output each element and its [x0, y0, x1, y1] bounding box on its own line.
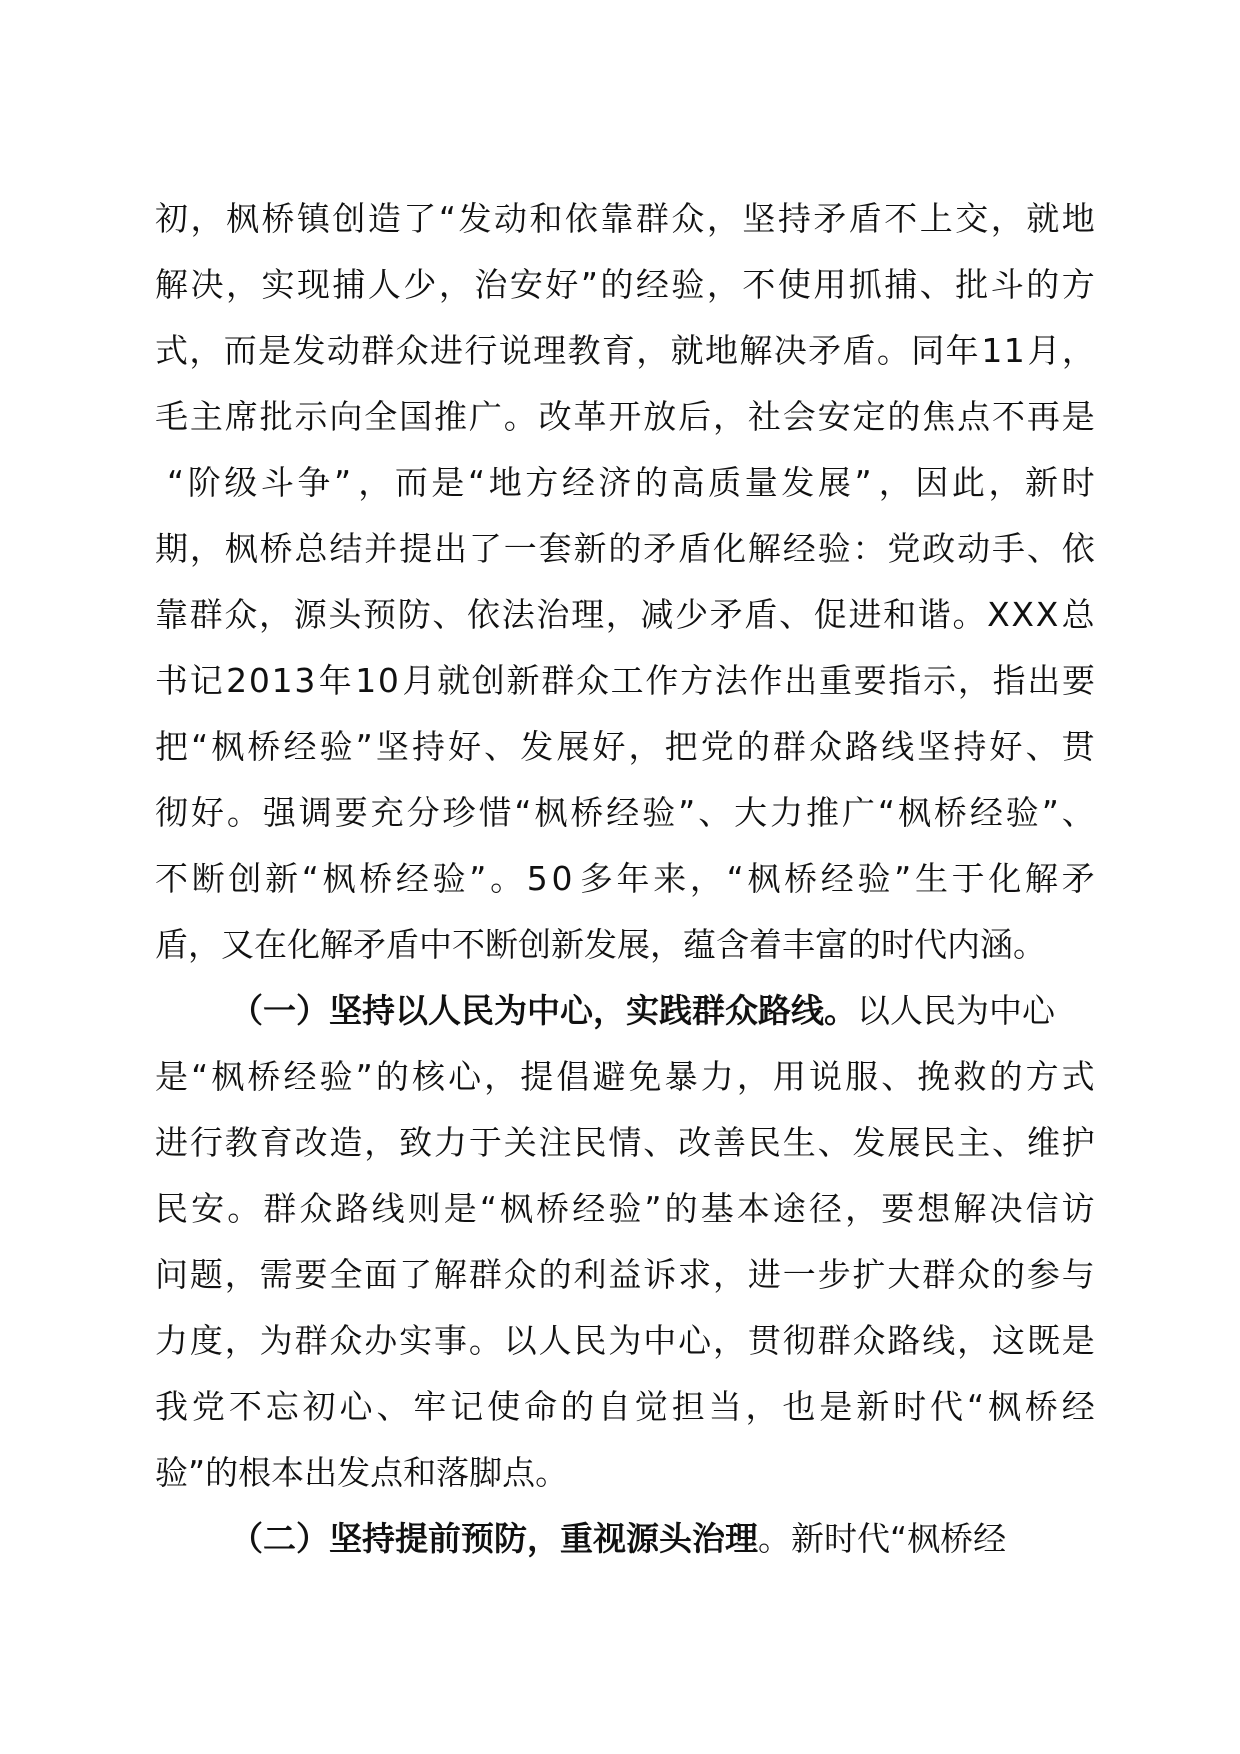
- section-2-first-line: （二）坚持提前预防，重视源头治理 。新时代“枫桥经: [155, 1506, 1095, 1572]
- text-line: 书 记 2 0 1 3 年 1 0 月 就 创 新 群 众 工 作 方 法 作 出 重 要 指 示 ， 指 出 要: [155, 661, 1095, 700]
- section-1-first-line: （一）坚持以人民为中心，实践群众路线。 以人民为中心: [155, 978, 1095, 1044]
- text-line: 靠 群 众 ， 源 头 预 防 、 依 法 治 理 ， 减 少 矛 盾 、 促 进 和 谐 。 X X X 总: [155, 595, 1095, 634]
- text-line: 验”的根本出发点和落脚点。: [155, 1453, 569, 1492]
- text-line: “ 阶 级 斗 争 ” ， 而 是 “ 地 方 经 济 的 高 质 量 发 展 ” ， 因 此 ， 新 时: [167, 463, 1095, 502]
- section-2-heading: （二）坚持提前预防，重视源头治理: [230, 1519, 758, 1558]
- text-line: 不 断 创 新 “ 枫 桥 经 验 ” 。 5 0 多 年 来 ， “ 枫 桥 经 验 ” 生 于 化 解 矛: [155, 859, 1095, 898]
- text-line: 毛 主 席 批 示 向 全 国 推 广 。 改 革 开 放 后 ， 社 会 安 定 的 焦 点 不 再 是: [155, 397, 1095, 436]
- text-line: 盾，又在化解矛盾中不断创新发展，蕴含着丰富的时代内涵。: [155, 925, 1046, 964]
- section-1-heading: （一）坚持以人民为中心，实践群众路线。: [230, 991, 857, 1030]
- text-line: 进 行 教 育 改 造 ， 致 力 于 关 注 民 情 、 改 善 民 生 、 发 展 民 主 、 维 护: [155, 1123, 1095, 1162]
- text-line: 彻 好 。 强 调 要 充 分 珍 惜 “ 枫 桥 经 验 ” 、 大 力 推 广 “ 枫 桥 经 验 ” 、: [155, 793, 1095, 832]
- text-line: 式 ， 而 是 发 动 群 众 进 行 说 理 教 育 ， 就 地 解 决 矛 盾 。 同 年 1 1 月 ，: [155, 331, 1095, 370]
- text-line: 问 题 ， 需 要 全 面 了 解 群 众 的 利 益 诉 求 ， 进 一 步 扩 大 群 众 的 参 与: [155, 1255, 1095, 1294]
- text-line: 力 度 ， 为 群 众 办 实 事 。 以 人 民 为 中 心 ， 贯 彻 群 众 路 线 ， 这 既 是: [155, 1321, 1095, 1360]
- text-line: 解 决 ， 实 现 捕 人 少 ， 治 安 好 ” 的 经 验 ， 不 使 用 抓 捕 、 批 斗 的 方: [155, 265, 1095, 304]
- body-text: [155, 186, 1095, 1572]
- text-line: 是 “ 枫 桥 经 验 ” 的 核 心 ， 提 倡 避 免 暴 力 ， 用 说 服 、 挽 救 的 方 式: [155, 1057, 1095, 1096]
- text-line: 把 “ 枫 桥 经 验 ” 坚 持 好 、 发 展 好 ， 把 党 的 群 众 路 线 坚 持 好 、 贯: [155, 727, 1095, 766]
- text-line: 初 ， 枫 桥 镇 创 造 了 “ 发 动 和 依 靠 群 众 ， 坚 持 矛 盾 不 上 交 ， 就 地: [155, 199, 1095, 238]
- text-line: 我 党 不 忘 初 心 、 牢 记 使 命 的 自 觉 担 当 ， 也 是 新 时 代 “ 枫 桥 经: [155, 1387, 1095, 1426]
- text-line: 期 ， 枫 桥 总 结 并 提 出 了 一 套 新 的 矛 盾 化 解 经 验 ： 党 政 动 手 、 依: [155, 529, 1095, 568]
- text-line: 民 安 。 群 众 路 线 则 是 “ 枫 桥 经 验 ” 的 基 本 途 径 ， 要 想 解 决 信 访: [155, 1189, 1095, 1228]
